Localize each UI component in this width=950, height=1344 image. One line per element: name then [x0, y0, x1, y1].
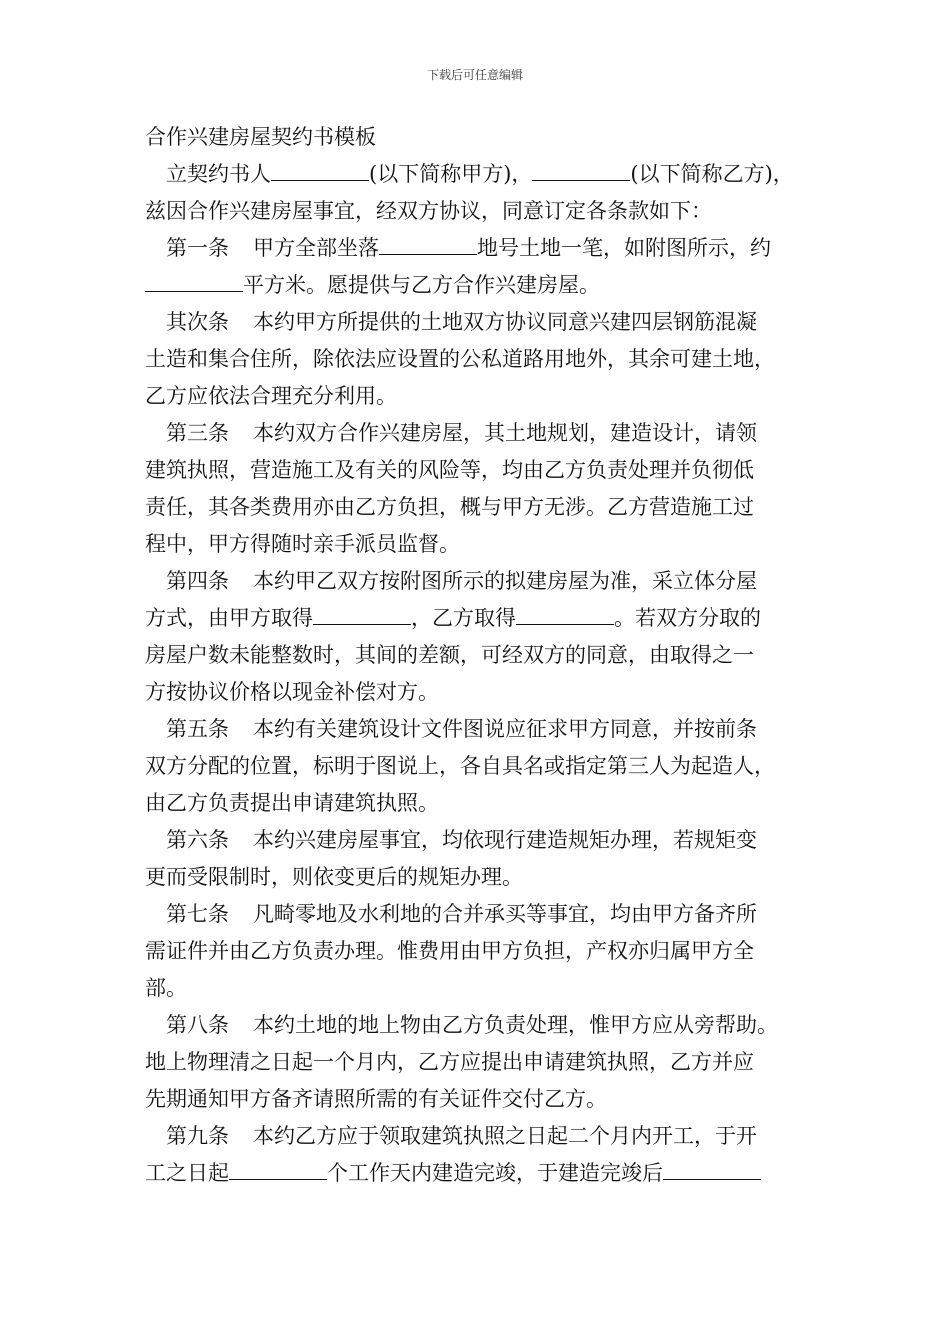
text-line [145, 1118, 810, 1155]
text-line [145, 859, 810, 896]
text-line [145, 822, 810, 859]
fill-in-blank [516, 602, 614, 625]
text-segment: 由乙方负责提出申请建筑执照。 [145, 791, 439, 815]
text-line [145, 415, 810, 452]
text-line [145, 637, 810, 674]
clauses-container [145, 156, 810, 1192]
clause-paragraph [145, 711, 810, 822]
text-segment: 乙方应依法合理充分利用。 [145, 384, 397, 408]
text-segment: 其次条 [166, 310, 229, 334]
text-segment: 需证件并由乙方负责办理。惟费用由甲方负担，产权亦归属甲方全 [145, 939, 754, 963]
text-line [145, 267, 810, 304]
fill-in-blank [271, 158, 369, 181]
clause-paragraph [145, 1118, 810, 1192]
text-segment: 第四条 [166, 569, 229, 593]
text-line [145, 230, 810, 267]
text-line [145, 156, 810, 193]
text-segment: 建筑执照，营造施工及有关的风险等，均由乙方负责处理并负彻低 [145, 458, 754, 482]
text-segment: ，乙方取得 [411, 606, 516, 630]
text-segment: 立契约书人 [166, 162, 271, 186]
fill-in-blank [663, 1157, 761, 1180]
text-segment: 本约甲方所提供的土地双方协议同意兴建四层钢筋混凝 [253, 310, 757, 334]
text-line [145, 1081, 810, 1118]
text-line [145, 1044, 810, 1081]
text-line [145, 748, 810, 785]
clause-paragraph [145, 563, 810, 711]
fill-in-blank [379, 232, 477, 255]
text-segment: 地上物理清之日起一个月内，乙方应提出申请建筑执照，乙方并应 [145, 1050, 754, 1074]
fill-in-blank [229, 1157, 327, 1180]
text-segment: 第一条 [166, 236, 229, 260]
fill-in-blank [313, 602, 411, 625]
text-segment: 工之日起 [145, 1161, 229, 1185]
text-segment: 房屋户数未能整数时，其间的差额，可经双方的同意，由取得之一 [145, 643, 754, 667]
text-segment: 凡畸零地及水利地的合并承买等事宜，均由甲方备齐所 [253, 902, 757, 926]
text-line [145, 452, 810, 489]
text-segment: 第三条 [166, 421, 229, 445]
text-line [145, 600, 810, 637]
text-line [145, 896, 810, 933]
text-segment: 先期通知甲方备齐请照所需的有关证件交付乙方。 [145, 1087, 607, 1111]
clause-paragraph [145, 896, 810, 1007]
document-body [145, 120, 810, 1192]
text-line [145, 785, 810, 822]
clause-paragraph [145, 415, 810, 563]
text-line [145, 674, 810, 711]
clause-paragraph [145, 304, 810, 415]
clause-paragraph [145, 822, 810, 896]
text-segment: (以下简称乙方)， [630, 162, 794, 186]
text-line [145, 526, 810, 563]
text-segment: 本约兴建房屋事宜，均依现行建造规矩办理，若规矩变 [253, 828, 757, 852]
text-line [145, 489, 810, 526]
text-segment: 第五条 [166, 717, 229, 741]
clause-paragraph [145, 1007, 810, 1118]
text-line [145, 341, 810, 378]
text-segment: 本约双方合作兴建房屋，其土地规划，建造设计，请领 [253, 421, 757, 445]
text-segment: 本约土地的地上物由乙方负责处理，惟甲方应从旁帮助。 [253, 1013, 778, 1037]
fill-in-blank [145, 269, 243, 292]
text-segment: 第六条 [166, 828, 229, 852]
text-segment: 本约有关建筑设计文件图说应征求甲方同意，并按前条 [253, 717, 757, 741]
text-segment: 平方米。愿提供与乙方合作兴建房屋。 [243, 273, 600, 297]
text-segment: 第九条 [166, 1124, 229, 1148]
text-segment: 本约甲乙双方按附图所示的拟建房屋为准，采立体分屋 [253, 569, 757, 593]
text-line [145, 378, 810, 415]
text-segment: 地号土地一笔，如附图所示，约 [477, 236, 771, 260]
clause-paragraph [145, 156, 810, 230]
text-segment: 方按协议价格以现金补偿对方。 [145, 680, 439, 704]
text-line [145, 933, 810, 970]
header-note: 下载后可任意编辑 [426, 68, 523, 82]
text-segment: 土造和集合住所，除依法应设置的公私道路用地外，其余可建土地， [145, 347, 775, 371]
text-line [145, 304, 810, 341]
text-line [145, 970, 810, 1007]
text-line [145, 1155, 810, 1192]
text-segment: 双方分配的位置，标明于图说上，各自具名或指定第三人为起造人， [145, 754, 775, 778]
text-segment: 部。 [145, 976, 187, 1000]
text-segment: 程中，甲方得随时亲手派员监督。 [145, 532, 460, 556]
text-line [145, 563, 810, 600]
clause-paragraph [145, 230, 810, 304]
text-segment: 甲方全部坐落 [253, 236, 379, 260]
text-segment: 个工作天内建造完竣，于建造完竣后 [327, 1161, 663, 1185]
text-segment: 兹因合作兴建房屋事宜，经双方协议，同意订定各条款如下： [145, 199, 712, 223]
fill-in-blank [532, 158, 630, 181]
text-segment: (以下简称甲方)， [369, 162, 533, 186]
text-segment: 。若双方分取的 [614, 606, 761, 630]
text-line [145, 1007, 810, 1044]
text-line [145, 711, 810, 748]
text-segment: 方式，由甲方取得 [145, 606, 313, 630]
document-title: 合作兴建房屋契约书模板 [145, 125, 376, 149]
text-segment: 第八条 [166, 1013, 229, 1037]
text-line [145, 193, 810, 230]
text-segment: 第七条 [166, 902, 229, 926]
text-segment: 责任，其各类费用亦由乙方负担，概与甲方无涉。乙方营造施工过 [145, 495, 754, 519]
text-segment: 本约乙方应于领取建筑执照之日起二个月内开工，于开 [253, 1124, 757, 1148]
text-segment: 更而受限制时，则依变更后的规矩办理。 [145, 865, 523, 889]
